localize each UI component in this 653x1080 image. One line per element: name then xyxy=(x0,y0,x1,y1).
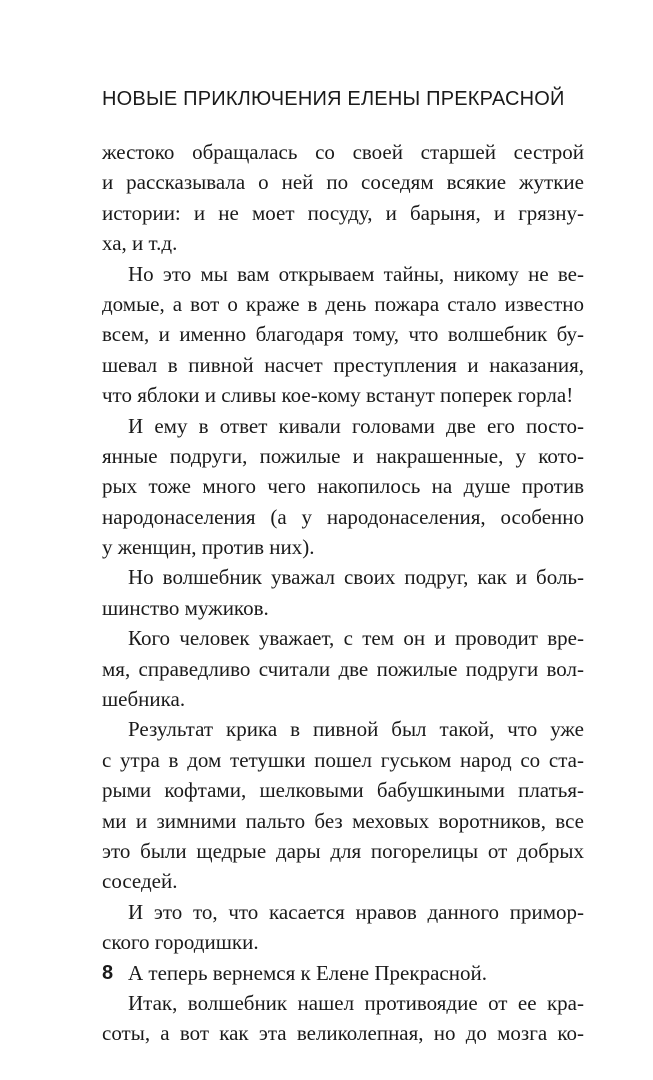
text-line: рых тоже много чего накопилось на душе против xyxy=(102,474,584,499)
body-text xyxy=(102,137,584,1049)
text-line: истории: и не моет посуду, и барыня, и грязну- xyxy=(102,200,584,225)
text-line: рыми кофтами, шелковыми бабушкиными платья- xyxy=(102,778,584,803)
text-line: и рассказывала о ней по соседям всякие жуткие xyxy=(102,170,584,195)
text-line: Результат крика в пивной был такой, что уже xyxy=(128,717,584,742)
text-line: Итак, волшебник нашел противоядие от ее кра- xyxy=(128,990,584,1015)
text-line: янные подруги, пожилые и накрашенные, у кото- xyxy=(102,443,584,468)
text-line: домые, а вот о краже в день пожара стало известно xyxy=(102,291,584,316)
text-line: шинство мужиков. xyxy=(102,595,269,620)
text-line: Кого человек уважает, с тем он и проводит вре- xyxy=(128,626,584,651)
text-line: соседей. xyxy=(102,869,178,894)
text-line: ми и зимними пальто без меховых воротников, все xyxy=(102,808,584,833)
text-line: И ему в ответ кивали головами две его посто- xyxy=(128,413,584,438)
text-line: Но это мы вам открываем тайны, никому не ве- xyxy=(128,261,584,286)
text-line: это были щедрые дары для погорелицы от добрых xyxy=(102,838,584,863)
text-line: у женщин, против них). xyxy=(102,535,315,560)
text-line: ха, и т.д. xyxy=(102,231,178,256)
page-number: 8 xyxy=(102,962,114,984)
text-line: жестоко обращалась со своей старшей сестрой xyxy=(102,140,584,164)
text-line: что яблоки и сливы кое-кому встанут поперек горла! xyxy=(102,383,574,408)
text-line: народонаселения (а у народонаселения, особенно xyxy=(102,504,584,529)
text-line: Но волшебник уважал своих подруг, как и боль- xyxy=(128,565,584,590)
text-line: с утра в дом тетушки пошел гуськом народ со ста- xyxy=(102,747,584,772)
text-line: соты, а вот как эта великолепная, но до мозга ко- xyxy=(102,1021,584,1046)
text-line: всем, и именно благодаря тому, что волшебник бу- xyxy=(102,322,584,347)
text-line: шевал в пивной насчет преступления и наказания, xyxy=(102,352,584,377)
text-line: ского городишки. xyxy=(102,930,259,955)
running-head: НОВЫЕ ПРИКЛЮЧЕНИЯ ЕЛЕНЫ ПРЕКРАСНОЙ xyxy=(102,88,565,110)
text-line: А теперь вернемся к Елене Прекрасной. xyxy=(128,960,487,985)
text-line: И это то, что касается нравов данного примор- xyxy=(128,899,584,924)
text-line: мя, справедливо считали две пожилые подруги вол- xyxy=(102,656,584,681)
text-line: шебника. xyxy=(102,687,186,712)
